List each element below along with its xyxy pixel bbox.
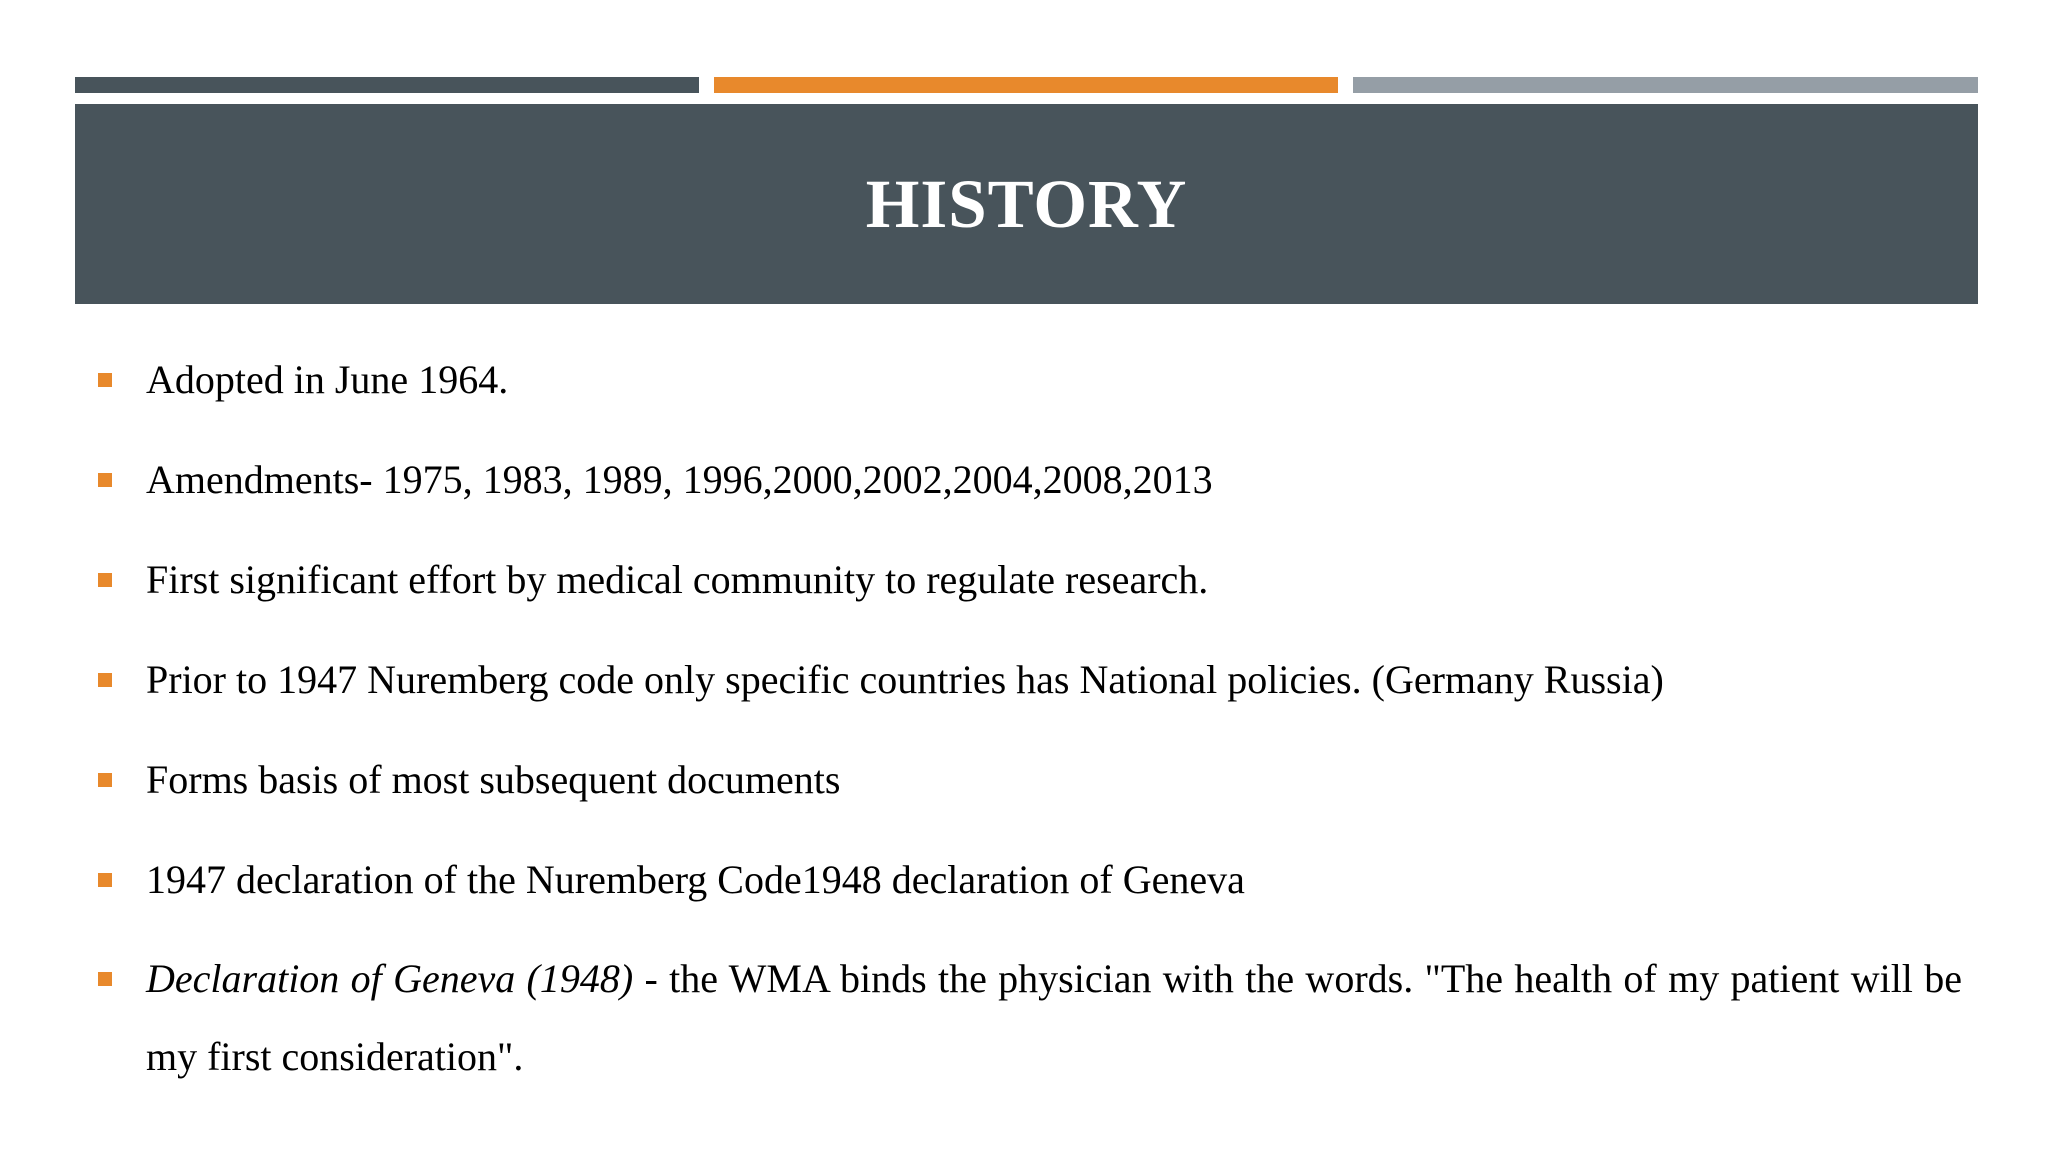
square-bullet-icon — [98, 673, 112, 687]
bullet-text: First significant effort by medical community to regulate research. — [146, 557, 1209, 602]
square-bullet-icon — [98, 573, 112, 587]
bullet-rest-text: - the WMA binds the physician with the words. "The health of my patient will be my first consideration". — [146, 956, 1963, 1079]
bullet-text: 1947 declaration of the Nuremberg Code1948 declaration of Geneva — [146, 857, 1245, 902]
square-bullet-icon — [98, 972, 112, 986]
bullet-text: Prior to 1947 Nuremberg code only specific countries has National policies. (Germany Russia) — [146, 657, 1664, 702]
square-bullet-icon — [98, 373, 112, 387]
square-bullet-icon — [98, 473, 112, 487]
slide-title: HISTORY — [865, 165, 1188, 242]
bullet-text — [146, 940, 1962, 1096]
square-bullet-icon — [98, 873, 112, 887]
bullet-italic-text: Declaration of Geneva (1948) — [146, 956, 634, 1001]
bullet-text: Adopted in June 1964. — [146, 357, 509, 402]
bullet-text: Forms basis of most subsequent documents — [146, 757, 841, 802]
bullet-text: Amendments- 1975, 1983, 1989, 1996,2000,2002,2004,2008,2013 — [146, 457, 1213, 502]
square-bullet-icon — [98, 773, 112, 787]
